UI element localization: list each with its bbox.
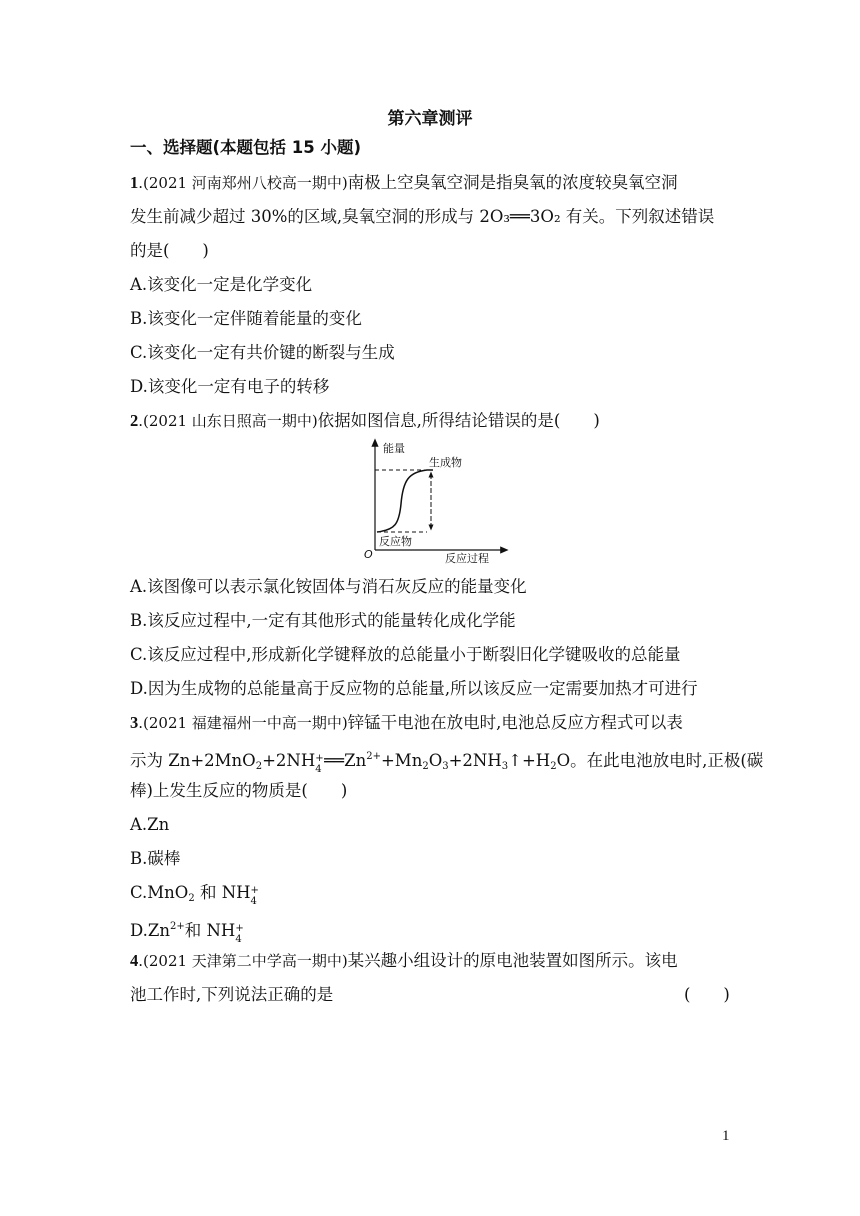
option-b: B.该变化一定伴随着能量的变化 — [130, 309, 362, 328]
section-heading: 一、选择题(本题包括 15 小题) — [130, 138, 362, 157]
page-number: 1 — [722, 1128, 730, 1144]
option-c: C.该变化一定有共价键的断裂与生成 — [130, 343, 395, 362]
option-d: D.因为生成物的总能量高于反应物的总能量,所以该反应一定需要加热才可进行 — [130, 679, 698, 698]
option-b: B.碳棒 — [130, 849, 181, 868]
option-a: A.该变化一定是化学变化 — [130, 275, 313, 294]
question-number: 2 — [130, 411, 139, 430]
question-1-line-2: 发生前减少超过 30%的区域,臭氧空洞的形成与 2O₃══3O₂ 有关。下列叙述错误 — [130, 207, 715, 226]
question-1-line-1 — [130, 172, 678, 194]
option-a: A.Zn — [130, 815, 170, 834]
question-source: .(2021 山东日照高一期中) — [138, 412, 318, 430]
question-3-line-3: 棒)上发生反应的物质是( ) — [130, 781, 348, 800]
question-text: 锌锰干电池在放电时,电池总反应方程式可以表 — [347, 713, 683, 732]
question-3-line-2: 示为 Zn+2MnO$_2$+2NH + 4 $══Zn^{2+}+Mn_2O_3+2NH_3↑+H_2O$。在此电池放电时,正极(碳 — [130, 751, 764, 775]
energy-diagram — [355, 434, 515, 574]
option-c: C.MnO$_2$ 和 NH + 4 — [130, 883, 259, 907]
x-axis-label: 反应过程 — [445, 552, 489, 565]
question-text: 某兴趣小组设计的原电池装置如图所示。该电 — [347, 951, 678, 970]
y-axis-label: 能量 — [383, 442, 405, 455]
question-source: .(2021 福建福州一中高一期中) — [138, 714, 348, 732]
question-4-line-1 — [130, 950, 678, 972]
question-source: .(2021 天津第二中学高一期中) — [138, 952, 348, 970]
answer-paren: ( ) — [684, 985, 730, 1004]
question-text: 南极上空臭氧空洞是指臭氧的浓度较臭氧空洞 — [347, 173, 678, 192]
option-c: C.该反应过程中,形成新化学键释放的总能量小于断裂旧化学键吸收的总能量 — [130, 645, 681, 664]
energy-curve — [377, 470, 433, 532]
question-2-line-1 — [130, 410, 600, 432]
question-text: 依据如图信息,所得结论错误的是( ) — [317, 411, 600, 430]
product-label: 生成物 — [429, 456, 462, 469]
question-1-line-3: 的是( ) — [130, 241, 209, 260]
question-3-line-1 — [130, 712, 683, 734]
question-4-line-2: 池工作时,下列说法正确的是 — [130, 985, 334, 1004]
question-number: 4 — [130, 951, 139, 970]
option-d: $D.Zn^{2+}$和 NH + 4 — [130, 921, 244, 945]
option-a: A.该图像可以表示氯化铵固体与消石灰反应的能量变化 — [130, 577, 527, 596]
origin-label: O — [364, 548, 373, 561]
option-b: B.该反应过程中,一定有其他形式的能量转化成化学能 — [130, 611, 516, 630]
reactant-label: 反应物 — [379, 535, 412, 548]
question-number: 3 — [130, 713, 139, 732]
page-title: 第六章测评 — [387, 109, 473, 129]
question-source: .(2021 河南郑州八校高一期中) — [138, 174, 348, 192]
option-d: D.该变化一定有电子的转移 — [130, 377, 330, 396]
question-number: 1 — [130, 173, 139, 192]
